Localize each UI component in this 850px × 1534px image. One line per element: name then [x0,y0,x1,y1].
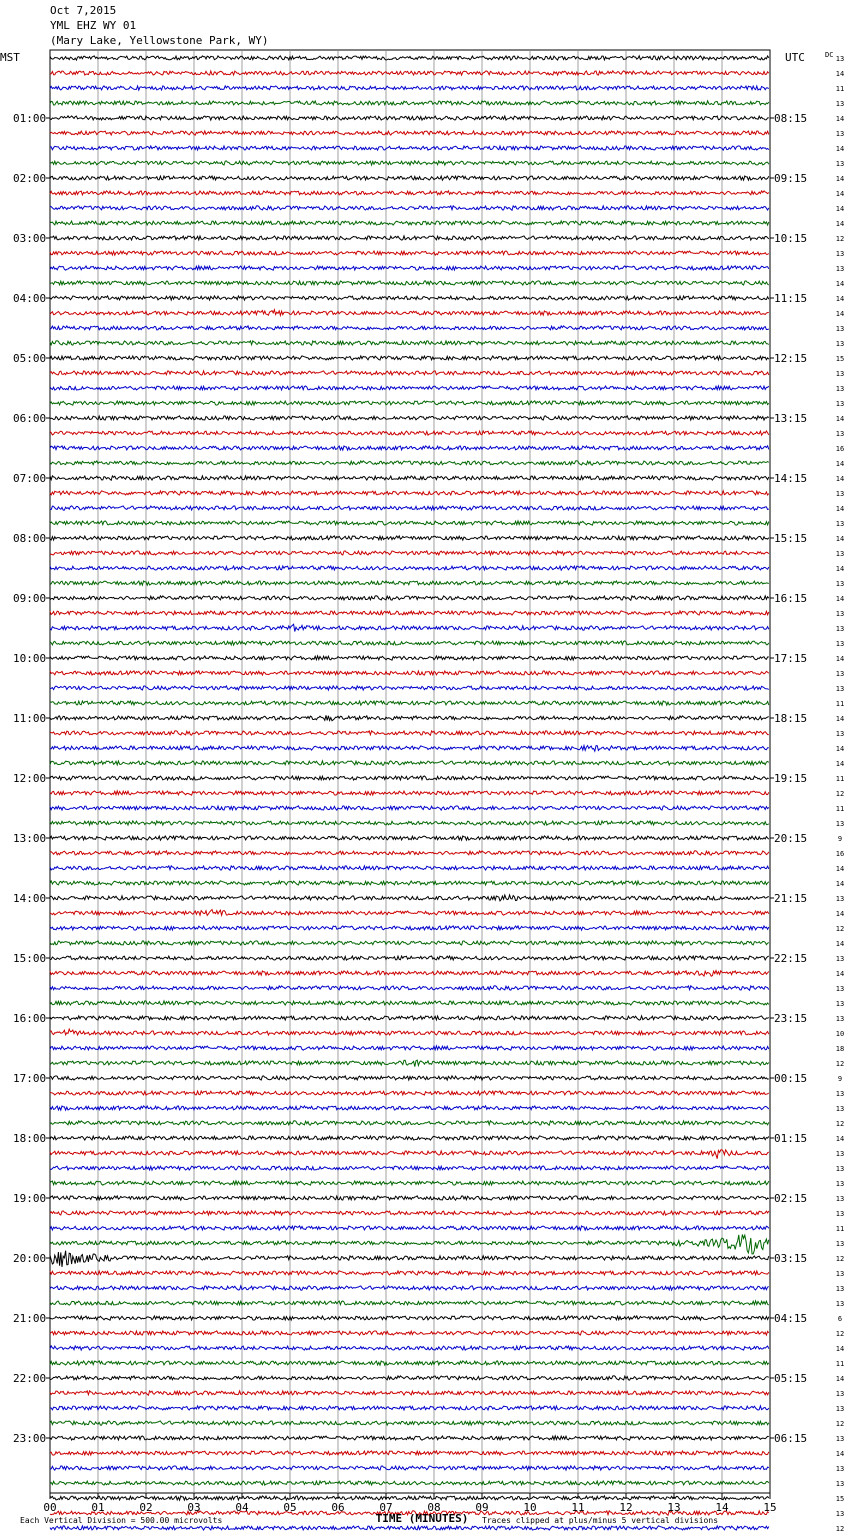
trace-row-96 [50,1496,769,1500]
dc-offset-label: 12 [835,925,845,933]
trace-row-34 [50,566,769,570]
dc-offset-label: 13 [835,1285,845,1293]
plot-frame [50,50,770,1493]
dc-offset-label: 9 [837,1075,843,1083]
dc-offset-label: 14 [835,595,845,603]
right-hour-label: 22:15 [774,952,808,965]
dc-offset-label: 14 [835,940,845,948]
x-tick-label: 14 [715,1501,729,1514]
x-tick-label: 11 [571,1501,585,1514]
x-tick-label: 10 [523,1501,537,1514]
x-tick-label: 03 [187,1501,201,1514]
dc-offset-label: 13 [835,1270,845,1278]
trace-row-72 [50,1136,769,1140]
dc-offset-label: 14 [835,1345,845,1353]
trace-row-19 [50,341,769,345]
right-hour-label: 18:15 [774,712,808,725]
trace-row-74 [50,1166,769,1170]
trace-row-18 [50,326,769,330]
trace-row-95 [50,1481,769,1485]
dc-offset-label: 13 [835,550,845,558]
trace-row-71 [50,1121,769,1125]
dc-offset-label: 13 [835,325,845,333]
trace-row-0 [50,56,769,60]
trace-group [50,56,769,1534]
left-hour-label: 01:00 [13,112,47,125]
dc-offset-label: 13 [835,430,845,438]
right-hour-label: 11:15 [774,292,808,305]
dc-offset-label: 13 [835,400,845,408]
trace-row-63 [50,1001,769,1005]
right-hour-label: 19:15 [774,772,808,785]
dc-offset-label: 13 [835,1105,845,1113]
left-hour-label: 08:00 [13,532,47,545]
dc-offset-label: 13 [835,580,845,588]
trace-row-55 [50,881,769,885]
dc-offset-label: 14 [835,190,845,198]
dc-offset-label: 13 [835,1390,845,1398]
trace-row-58 [50,926,769,930]
dc-offset-label: 13 [835,265,845,273]
dc-offset-label: 14 [835,460,845,468]
left-timezone-label: MST [0,51,20,64]
dc-offset-label: 13 [835,1435,845,1443]
left-hour-label: 05:00 [13,352,47,365]
dc-offset-label: 12 [835,1255,845,1263]
dc-offset-label: 15 [835,355,845,363]
right-hour-label: 21:15 [774,892,808,905]
trace-row-51 [50,821,769,825]
trace-row-32 [50,536,769,540]
right-hour-label: 05:15 [774,1372,808,1385]
trace-row-73 [50,1150,769,1159]
dc-offset-label: 13 [835,1465,845,1473]
footer-clip-note: Traces clipped at plus/minus 5 vertical divisions [482,1516,719,1525]
dc-offset-label: 13 [835,1480,845,1488]
dc-offset-label: 14 [835,115,845,123]
trace-row-16 [50,296,769,300]
dc-offset-label: 13 [835,100,845,108]
dc-offset-label: 14 [835,865,845,873]
trace-row-77 [50,1211,769,1215]
x-tick-label: 07 [379,1501,393,1514]
dc-offset-label: 13 [835,490,845,498]
left-hour-label: 22:00 [13,1372,47,1385]
dc-offset-label: 14 [835,475,845,483]
dc-offset-label: 12 [835,1420,845,1428]
dc-offset-label: 13 [835,625,845,633]
trace-row-41 [50,671,769,675]
trace-row-78 [50,1226,769,1230]
dc-offset-label: 14 [835,565,845,573]
trace-row-91 [50,1421,769,1425]
trace-row-20 [50,356,769,360]
footer-scale-note: Each Vertical Division = 500.00 microvolts [20,1516,223,1525]
trace-row-31 [50,521,769,525]
right-hour-label: 00:15 [774,1072,808,1085]
dc-offset-label: 14 [835,70,845,78]
trace-row-9 [50,191,769,195]
trace-row-22 [50,386,769,390]
dc-offset-label: 14 [835,175,845,183]
trace-row-83 [50,1301,769,1305]
trace-row-1 [50,71,769,75]
x-tick-label: 13 [667,1501,681,1514]
trace-row-75 [50,1181,769,1185]
dc-offset-label: 13 [835,250,845,258]
trace-row-25 [50,431,769,435]
dc-offset-label: 13 [835,1240,845,1248]
right-hour-label: 12:15 [774,352,808,365]
dc-offset-label: 14 [835,220,845,228]
dc-offset-label: 14 [835,715,845,723]
dc-offset-label: 11 [835,1225,845,1233]
left-hour-label: 20:00 [13,1252,47,1265]
dc-offset-label: 13 [835,1090,845,1098]
dc-offset-label: 11 [835,775,845,783]
x-tick-label: 12 [619,1501,633,1514]
dc-offset-label: 12 [835,1330,845,1338]
x-axis-label: TIME (MINUTES) [375,1512,469,1525]
trace-row-21 [50,371,769,375]
dc-offset-label: 13 [835,370,845,378]
dc-offset-label: 12 [835,1060,845,1068]
trace-row-5 [50,131,769,135]
trace-row-65 [50,1029,769,1035]
x-tick-label: 00 [43,1501,57,1514]
dc-offset-label: 14 [835,145,845,153]
x-tick-label: 04 [235,1501,249,1514]
trace-row-40 [50,656,769,660]
trace-row-76 [50,1196,769,1200]
trace-row-90 [50,1406,769,1410]
dc-offset-label: 16 [835,850,845,858]
trace-row-94 [50,1466,769,1470]
dc-offset-label: 14 [835,415,845,423]
dc-offset-label: 14 [835,295,845,303]
right-timezone-label: UTC [785,51,805,64]
dc-offset-label: 14 [835,760,845,768]
x-tick-label: 02 [139,1501,153,1514]
dc-offset-label: 11 [835,805,845,813]
trace-row-38 [50,624,769,631]
left-hour-label: 23:00 [13,1432,47,1445]
trace-row-66 [50,1046,769,1050]
trace-row-60 [50,956,769,960]
dc-offset-label: 14 [835,745,845,753]
trace-row-81 [50,1271,769,1275]
trace-row-36 [50,596,769,600]
dc-offset-label: 14 [835,880,845,888]
dc-offset-label: 14 [835,1135,845,1143]
dc-offset-label: 13 [835,685,845,693]
trace-row-43 [50,701,769,705]
right-hour-label: 16:15 [774,592,808,605]
trace-row-7 [50,161,769,165]
trace-row-49 [50,791,769,795]
dc-offset-label: 13 [835,520,845,528]
trace-row-57 [50,910,769,916]
trace-row-53 [50,851,769,855]
dc-offset-label: 13 [835,730,845,738]
trace-row-37 [50,611,769,615]
dc-offset-label: 13 [835,385,845,393]
dc-offset-label: 15 [835,1495,845,1503]
right-hour-label: 10:15 [774,232,808,245]
dc-offset-label: 12 [835,1120,845,1128]
trace-row-61 [50,971,769,977]
dc-offset-label: 13 [835,670,845,678]
trace-row-10 [50,206,769,210]
trace-row-33 [50,551,769,555]
trace-row-26 [50,446,769,450]
dc-offset-label: 13 [835,895,845,903]
trace-row-39 [50,641,769,645]
dc-offset-label: 13 [835,1510,845,1518]
trace-row-82 [50,1286,769,1290]
trace-row-24 [50,416,769,420]
x-tick-label: 08 [427,1501,441,1514]
trace-row-87 [50,1361,769,1365]
trace-row-46 [50,746,769,752]
station-code: YML EHZ WY 01 [50,19,137,32]
left-hour-label: 10:00 [13,652,47,665]
trace-row-59 [50,941,769,945]
trace-row-88 [50,1376,769,1380]
dc-offset-label: 13 [835,340,845,348]
dc-offset-label: 13 [835,1300,845,1308]
trace-row-50 [50,806,769,810]
trace-row-15 [50,281,769,285]
dc-offset-label: 13 [835,55,845,63]
trace-row-3 [50,101,769,105]
right-hour-label: 08:15 [774,112,808,125]
trace-row-54 [50,866,769,870]
trace-row-47 [50,761,769,765]
dc-offset-label: 14 [835,1450,845,1458]
left-hour-label: 16:00 [13,1012,47,1025]
trace-row-84 [50,1316,769,1320]
left-hour-label: 19:00 [13,1192,47,1205]
trace-row-64 [50,1016,769,1020]
trace-row-85 [50,1331,769,1335]
right-hour-label: 23:15 [774,1012,808,1025]
dc-offset-label: 13 [835,985,845,993]
trace-row-67 [50,1060,769,1067]
dc-offset-label: 11 [835,1360,845,1368]
station-location: (Mary Lake, Yellowstone Park, WY) [50,34,269,47]
x-tick-label: 01 [91,1501,105,1514]
trace-row-93 [50,1451,769,1455]
trace-row-79 [50,1235,769,1254]
right-hour-label: 01:15 [774,1132,808,1145]
dc-offset-label: 13 [835,1195,845,1203]
right-hour-label: 02:15 [774,1192,808,1205]
trace-row-48 [50,776,769,780]
x-tick-label: 09 [475,1501,489,1514]
left-hour-label: 15:00 [13,952,47,965]
trace-row-92 [50,1436,769,1440]
trace-row-14 [50,266,769,270]
trace-row-45 [50,731,769,735]
left-hour-label: 14:00 [13,892,47,905]
left-hour-label: 07:00 [13,472,47,485]
trace-row-6 [50,146,769,150]
trace-row-62 [50,986,769,990]
left-hour-label: 11:00 [13,712,47,725]
dc-offset-label: 14 [835,280,845,288]
trace-row-2 [50,86,769,90]
dc-offset-label: 14 [835,910,845,918]
trace-row-70 [50,1106,769,1110]
dc-offset-label: 6 [837,1315,843,1323]
left-hour-label: 12:00 [13,772,47,785]
dc-offset-label: 13 [835,955,845,963]
right-hour-label: 03:15 [774,1252,808,1265]
dc-offset-label: 14 [835,505,845,513]
trace-row-13 [50,251,769,255]
left-hour-label: 18:00 [13,1132,47,1145]
trace-row-11 [50,221,769,225]
trace-row-4 [50,116,769,120]
dc-offset-label: 14 [835,970,845,978]
right-hour-label: 06:15 [774,1432,808,1445]
dc-offset-label: 13 [835,640,845,648]
dc-offset-label: 13 [835,1210,845,1218]
trace-row-89 [50,1391,769,1395]
trace-row-35 [50,581,769,585]
x-tick-label: 05 [283,1501,297,1514]
dc-offset-label: 13 [835,1405,845,1413]
dc-offset-label: 16 [835,445,845,453]
dc-offset-label: 14 [835,310,845,318]
dc-offset-label: 14 [835,655,845,663]
trace-row-44 [50,715,769,720]
dc-offset-label: 13 [835,130,845,138]
left-hour-label: 03:00 [13,232,47,245]
left-hour-label: 09:00 [13,592,47,605]
dc-offset-label: 13 [835,1000,845,1008]
trace-row-12 [50,236,769,240]
trace-row-98 [50,1526,769,1530]
trace-row-27 [50,461,769,465]
dc-offset-label: 13 [835,160,845,168]
trace-row-42 [50,686,769,690]
dc-offset-label: 13 [835,820,845,828]
x-tick-label: 06 [331,1501,345,1514]
dc-offset-label: 13 [835,1150,845,1158]
plot-date: Oct 7,2015 [50,4,117,17]
dc-offset-label: 12 [835,235,845,243]
right-hour-label: 04:15 [774,1312,808,1325]
dc-offset-label: 10 [835,1030,845,1038]
dc-offset-label: 13 [835,1165,845,1173]
dc-offset-label: 9 [837,835,843,843]
dc-offset-label: 14 [835,535,845,543]
trace-row-28 [50,476,769,480]
trace-row-52 [50,836,769,840]
trace-row-69 [50,1091,769,1095]
dc-offset-label: 11 [835,85,845,93]
dc-offset-label: 14 [835,205,845,213]
left-hour-label: 02:00 [13,172,47,185]
trace-row-23 [50,401,769,405]
right-hour-label: 17:15 [774,652,808,665]
left-hour-label: 06:00 [13,412,47,425]
right-hour-label: 20:15 [774,832,808,845]
trace-row-29 [50,491,769,495]
dc-label: DC [825,51,834,59]
trace-row-17 [50,310,769,316]
left-hour-label: 17:00 [13,1072,47,1085]
right-hour-label: 09:15 [774,172,808,185]
dc-offset-label: 13 [835,610,845,618]
dc-offset-label: 18 [835,1045,845,1053]
dc-offset-label: 13 [835,1015,845,1023]
dc-offset-label: 11 [835,700,845,708]
trace-row-86 [50,1346,769,1350]
dc-offset-label: 12 [835,790,845,798]
trace-row-80 [50,1251,769,1267]
dc-offset-label: 14 [835,1375,845,1383]
left-hour-label: 21:00 [13,1312,47,1325]
dc-offset-label: 13 [835,1180,845,1188]
dc-offset-label: 12 [835,1525,845,1533]
x-tick-label: 15 [763,1501,777,1514]
left-hour-label: 04:00 [13,292,47,305]
trace-row-8 [50,176,769,180]
trace-row-30 [50,506,769,510]
trace-row-56 [50,895,769,901]
right-hour-label: 14:15 [774,472,808,485]
left-hour-label: 13:00 [13,832,47,845]
right-hour-label: 15:15 [774,532,808,545]
trace-row-68 [50,1076,769,1080]
right-hour-label: 13:15 [774,412,808,425]
